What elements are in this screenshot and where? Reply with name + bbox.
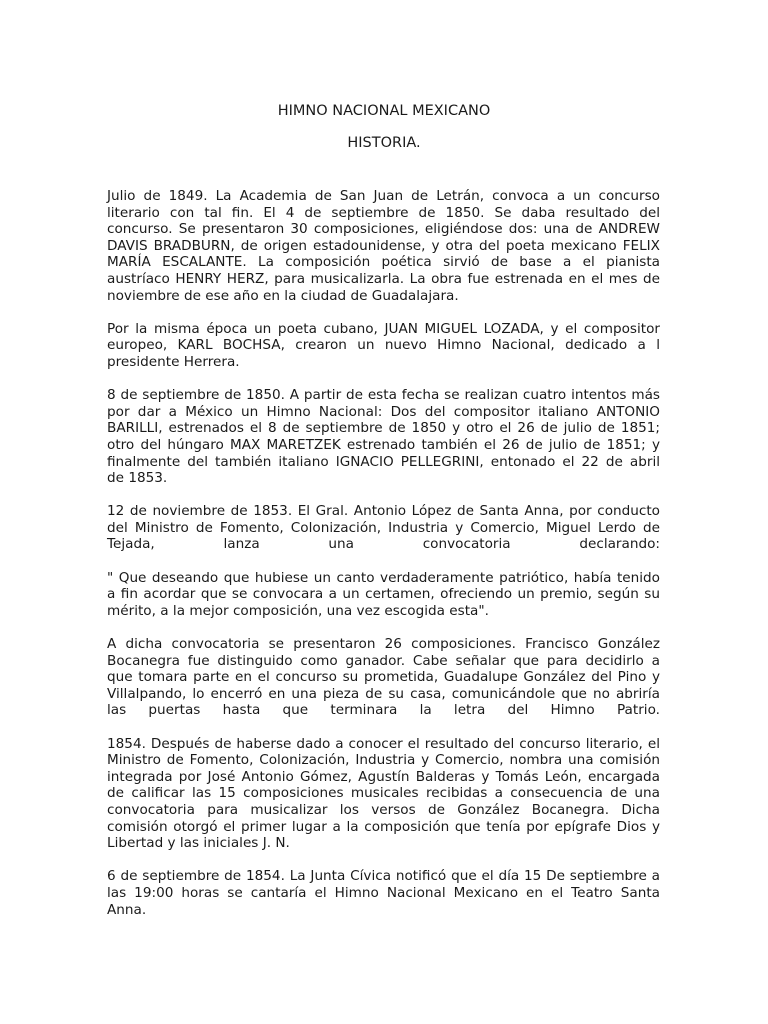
paragraph-line: de 1853. — [107, 470, 168, 487]
paragraph — [107, 570, 660, 620]
paragraph-line: 6 de septiembre de 1854. La Junta Cívica notificó que el día 15 De septiembre a — [107, 868, 660, 885]
paragraph-line: A dicha convocatoria se presentaron 26 composiciones. Francisco González — [107, 636, 660, 653]
paragraph-line: literario con tal fin. El 4 de septiembre de 1850. Se daba resultado del — [107, 204, 660, 221]
paragraph-line: finalmente del también italiano IGNACIO PELLEGRINI, entonado el 22 de abril — [107, 453, 660, 470]
paragraph-line: Ministro de Fomento, Colonización, Industria y Comercio, nombra una comisión — [107, 752, 660, 769]
paragraph-line: Julio de 1849. La Academia de San Juan de Letrán, convoca a un concurso — [107, 188, 660, 204]
paragraph-line: otro del húngaro MAX MARETZEK estrenado también el 26 de julio de 1851; y — [107, 436, 660, 453]
paragraph-line: noviembre de ese año en la ciudad de Guadalajara. — [107, 287, 459, 304]
paragraph — [107, 503, 660, 553]
paragraph-line: que tomara parte en el concurso su prometida, Guadalupe González del Pino y — [107, 669, 660, 686]
paragraph — [107, 736, 660, 852]
paragraph-line: del Ministro de Fomento, Colonización, Industria y Comercio, Miguel Lerdo de — [107, 519, 660, 536]
paragraph — [107, 868, 660, 918]
paragraph-line: integrada por José Antonio Gómez, Agustín Balderas y Tomás León, encargada — [107, 768, 660, 785]
paragraph-line: 1854. Después de haberse dado a conocer el resultado del concurso literario, el — [107, 735, 660, 752]
paragraph-line: de calificar las 15 composiciones musicales recibidas a consecuencia de una — [107, 785, 660, 802]
document-body — [107, 188, 660, 935]
paragraph-line: europeo, KARL BOCHSA, crearon un nuevo Himno Nacional, dedicado a l — [107, 337, 660, 354]
paragraph-line: Anna. — [107, 901, 147, 918]
paragraph-line: 12 de noviembre de 1853. El Gral. Antonio López de Santa Anna, por conducto — [107, 503, 660, 520]
paragraph-line: las 19:00 horas se cantaría el Himno Nacional Mexicano en el Teatro Santa — [107, 884, 660, 901]
paragraph-line: convocatoria para musicalizar los versos de González Bocanegra. Dicha — [107, 801, 660, 818]
paragraph-line: Por la misma época un poeta cubano, JUAN MIGUEL LOZADA, y el compositor — [107, 320, 660, 337]
paragraph-line: las puertas hasta que terminara la letra del Himno Patrio. — [107, 702, 660, 719]
document-title: HIMNO NACIONAL MEXICANO — [277, 103, 491, 119]
paragraph — [107, 321, 660, 371]
paragraph — [107, 636, 660, 719]
paragraph-line: por dar a México un Himno Nacional: Dos del compositor italiano ANTONIO — [107, 403, 660, 420]
paragraph-line: concurso. Se presentaron 30 composiciones, eligiéndose dos: una de ANDREW — [107, 221, 660, 238]
paragraph-line: DAVIS BRADBURN, de origen estadounidense, y otra del poeta mexicano FELIX — [107, 237, 660, 254]
paragraph-line: BARILLI, estrenados el 8 de septiembre de 1850 y otro el 26 de julio de 1851; — [107, 420, 660, 437]
paragraph-line: Bocanegra fue distinguido como ganador. Cabe señalar que para decidirlo a — [107, 652, 660, 669]
paragraph — [107, 387, 660, 487]
paragraph-line: Villalpando, lo encerró en una pieza de su casa, comunicándole que no abriría — [107, 685, 660, 702]
paragraph-line: Libertad y las iniciales J. N. — [107, 835, 290, 852]
paragraph-line: presidente Herrera. — [107, 353, 240, 370]
paragraph-line: 8 de septiembre de 1850. A partir de esta fecha se realizan cuatro intentos más — [107, 387, 660, 404]
paragraph-line: comisión otorgó el primer lugar a la composición que tenía por epígrafe Dios y — [107, 818, 660, 835]
paragraph — [107, 188, 660, 304]
paragraph-line: mérito, a la mejor composición, una vez escogida esta". — [107, 602, 489, 619]
paragraph-line: a fin acordar que se convocara a un certamen, ofreciendo un premio, según su — [107, 586, 660, 603]
paragraph-line: " Que deseando que hubiese un canto verdaderamente patriótico, había tenido — [107, 569, 660, 586]
paragraph-line: Tejada, lanza una convocatoria declarando: — [107, 536, 660, 553]
paragraph-line: austríaco HENRY HERZ, para musicalizarla. La obra fue estrenada en el mes de — [107, 270, 660, 287]
paragraph-line: MARÍA ESCALANTE. La composición poética sirvió de base a el pianista — [107, 254, 660, 271]
document-subtitle: HISTORIA. — [347, 135, 421, 151]
